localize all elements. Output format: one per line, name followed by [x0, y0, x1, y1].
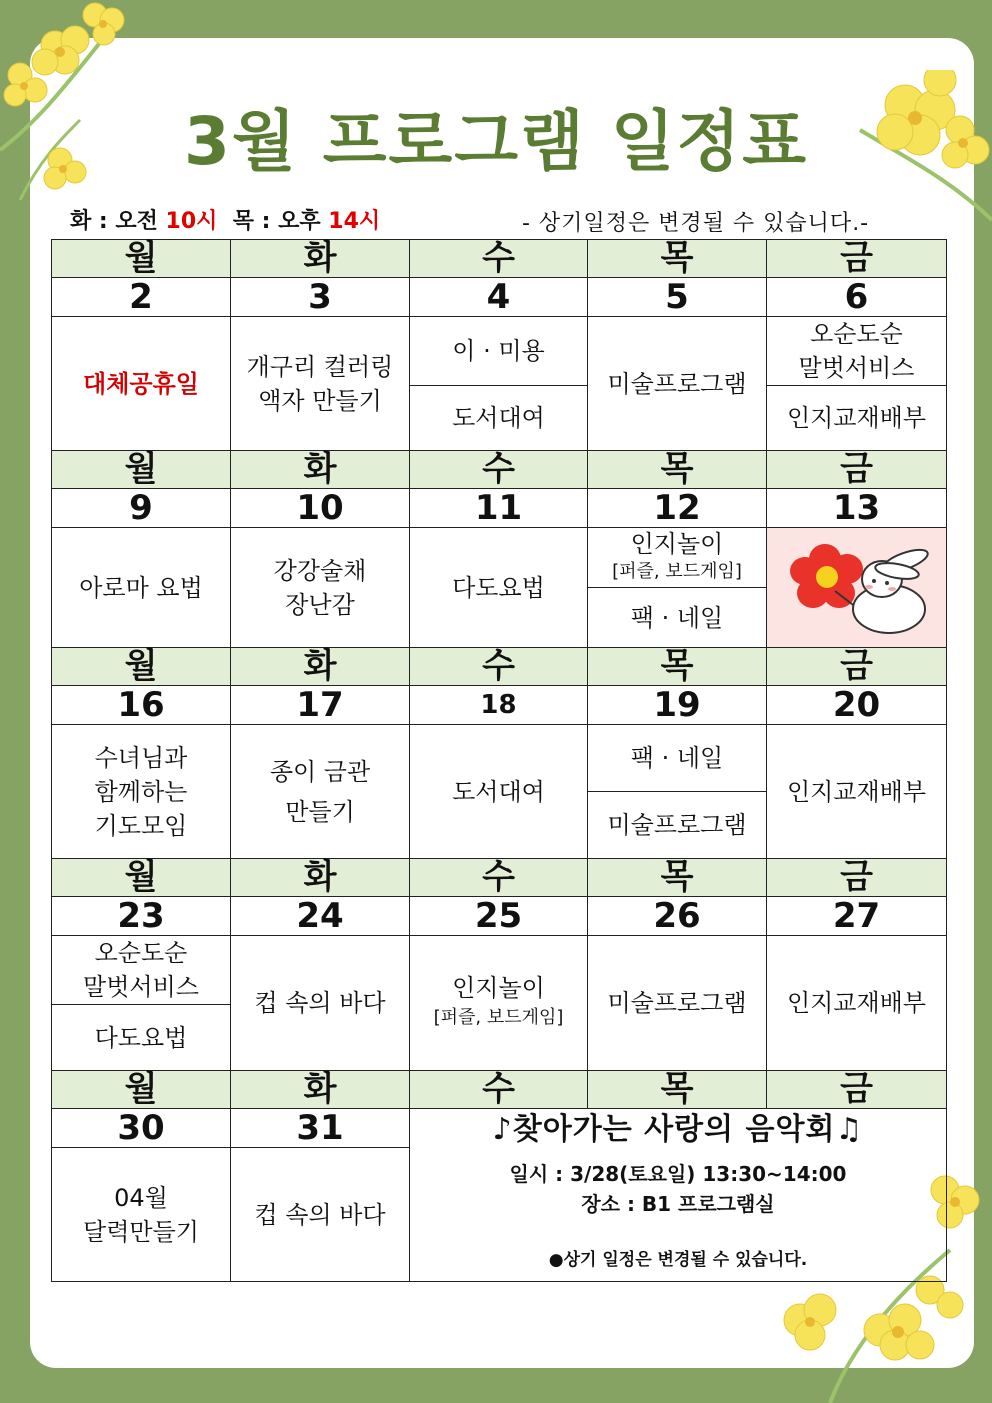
date-cell: 17: [231, 686, 410, 725]
day-tue: 화: [231, 451, 410, 489]
tue-hours-time: 10시: [165, 209, 218, 234]
activity-line: 인지놀이: [630, 529, 724, 558]
activity-cell: [52, 936, 231, 1005]
activity-line: 개구리 컬러링: [246, 352, 394, 381]
activity-line: 오순도순: [94, 939, 188, 967]
date-cell: 5: [588, 278, 767, 317]
activity-cell: 도서대여: [410, 725, 588, 859]
activity-cell: 미술프로그램: [588, 317, 767, 451]
concert-place: 장소 : B1 프로그램실: [581, 1192, 775, 1216]
activity-cell: 팩 · 네일: [588, 588, 767, 648]
activity-cell: 인지교재배부: [767, 386, 947, 451]
activity-line: 종이 금관: [269, 757, 371, 786]
day-wed: 수: [410, 1071, 588, 1109]
date-row: [52, 686, 947, 725]
activity-cell: 대체공휴일: [52, 317, 231, 451]
activity-subline: [퍼즐, 보드게임]: [612, 560, 742, 582]
activity-cell: [231, 528, 410, 648]
date-row: [52, 1109, 947, 1148]
thu-hours-time: 14시: [328, 209, 381, 234]
activity-cell: 인지교재배부: [767, 725, 947, 859]
date-cell: 9: [52, 489, 231, 528]
date-cell: 24: [231, 897, 410, 936]
date-row: [52, 489, 947, 528]
date-cell: 6: [767, 278, 947, 317]
activity-cell: 팩 · 네일: [588, 725, 767, 792]
day-mon: 월: [52, 859, 231, 897]
concert-title: ♪찾아가는 사랑의 음악회♫: [492, 1112, 864, 1147]
day-thu: 목: [588, 648, 767, 686]
activity-cell: 다도요법: [52, 1005, 231, 1071]
weekday-header-row: [52, 240, 947, 278]
weekday-header-row: [52, 648, 947, 686]
concert-notice: [410, 1109, 947, 1282]
day-fri: 금: [767, 240, 947, 278]
date-cell: 16: [52, 686, 231, 725]
activity-line: 인지놀이: [452, 974, 545, 1002]
activity-cell: 다도요법: [410, 528, 588, 648]
activity-cell: [588, 528, 767, 588]
day-tue: 화: [231, 240, 410, 278]
day-fri: 금: [767, 859, 947, 897]
date-cell: 3: [231, 278, 410, 317]
date-cell: 13: [767, 489, 947, 528]
day-mon: 월: [52, 451, 231, 489]
activity-subline: [퍼즐, 보드게임]: [433, 1007, 564, 1028]
date-cell: 18: [410, 686, 588, 725]
day-wed: 수: [410, 859, 588, 897]
schedule-table: [51, 239, 947, 1282]
activity-line: 장난감: [285, 590, 355, 619]
activity-cell: [52, 725, 231, 859]
date-cell: 19: [588, 686, 767, 725]
activity-cell: [767, 317, 947, 386]
activity-line: 오순도순: [810, 320, 903, 348]
date-cell: 4: [410, 278, 588, 317]
weekday-header-row: [52, 859, 947, 897]
day-tue: 화: [231, 648, 410, 686]
activity-line: 달력만들기: [83, 1217, 199, 1246]
weekday-header-row: [52, 451, 947, 489]
day-fri: 금: [767, 451, 947, 489]
day-thu: 목: [588, 240, 767, 278]
activity-line: 기도모임: [94, 811, 188, 840]
date-cell: 11: [410, 489, 588, 528]
day-wed: 수: [410, 648, 588, 686]
date-cell: 10: [231, 489, 410, 528]
change-notice: - 상기일정은 변경될 수 있습니다.-: [522, 211, 870, 236]
thu-hours-label: 목 : 오후: [217, 209, 329, 234]
day-mon: 월: [52, 648, 231, 686]
activity-cell: 컵 속의 바다: [231, 936, 410, 1071]
date-cell: 20: [767, 686, 947, 725]
date-cell: 30: [52, 1109, 231, 1148]
activity-cell: 컵 속의 바다: [231, 1148, 410, 1282]
activity-line: 강강술채: [273, 556, 367, 585]
bunny-illustration-cell: [767, 528, 947, 648]
concert-change-note: ●상기 일정은 변경될 수 있습니다.: [548, 1250, 808, 1270]
day-wed: 수: [410, 451, 588, 489]
date-cell: 27: [767, 897, 947, 936]
date-row: [52, 278, 947, 317]
date-cell: 26: [588, 897, 767, 936]
day-fri: 금: [767, 1071, 947, 1109]
date-cell: 23: [52, 897, 231, 936]
day-wed: 수: [410, 240, 588, 278]
bunny-flower-illustration: [777, 531, 937, 641]
activity-line: 수녀님과: [94, 743, 188, 772]
date-row: [52, 897, 947, 936]
activity-cell: 도서대여: [410, 386, 588, 451]
activity-cell: 인지교재배부: [767, 936, 947, 1071]
day-thu: 목: [588, 859, 767, 897]
activity-cell: [231, 725, 410, 859]
date-cell: 12: [588, 489, 767, 528]
activity-cell: 미술프로그램: [588, 936, 767, 1071]
tue-hours-label: 화 : 오전: [70, 209, 166, 234]
day-thu: 목: [588, 1071, 767, 1109]
program-hours: [70, 204, 380, 235]
day-mon: 월: [52, 240, 231, 278]
activity-cell: 미술프로그램: [588, 792, 767, 859]
activity-line: 함께하는: [94, 777, 188, 806]
activity-cell: [231, 317, 410, 451]
page-title: 3월 프로그램 일정표: [184, 103, 808, 180]
day-fri: 금: [767, 648, 947, 686]
day-tue: 화: [231, 1071, 410, 1109]
activity-line: 말벗서비스: [798, 354, 915, 382]
date-cell: 25: [410, 897, 588, 936]
day-thu: 목: [588, 451, 767, 489]
activity-line: 액자 만들기: [258, 386, 382, 415]
concert-date: 일시 : 3/28(토요일) 13:30~14:00: [509, 1162, 847, 1186]
activity-cell: [410, 936, 588, 1071]
date-cell: 2: [52, 278, 231, 317]
activity-line: 만들기: [285, 797, 355, 826]
date-cell: 31: [231, 1109, 410, 1148]
activity-line: 말벗서비스: [83, 973, 199, 1001]
activity-cell: 이 · 미용: [410, 317, 588, 386]
activity-cell: [52, 1148, 231, 1282]
activity-cell: 아로마 요법: [52, 528, 231, 648]
weekday-header-row: [52, 1071, 947, 1109]
day-tue: 화: [231, 859, 410, 897]
day-mon: 월: [52, 1071, 231, 1109]
activity-line: 04월: [114, 1183, 168, 1212]
